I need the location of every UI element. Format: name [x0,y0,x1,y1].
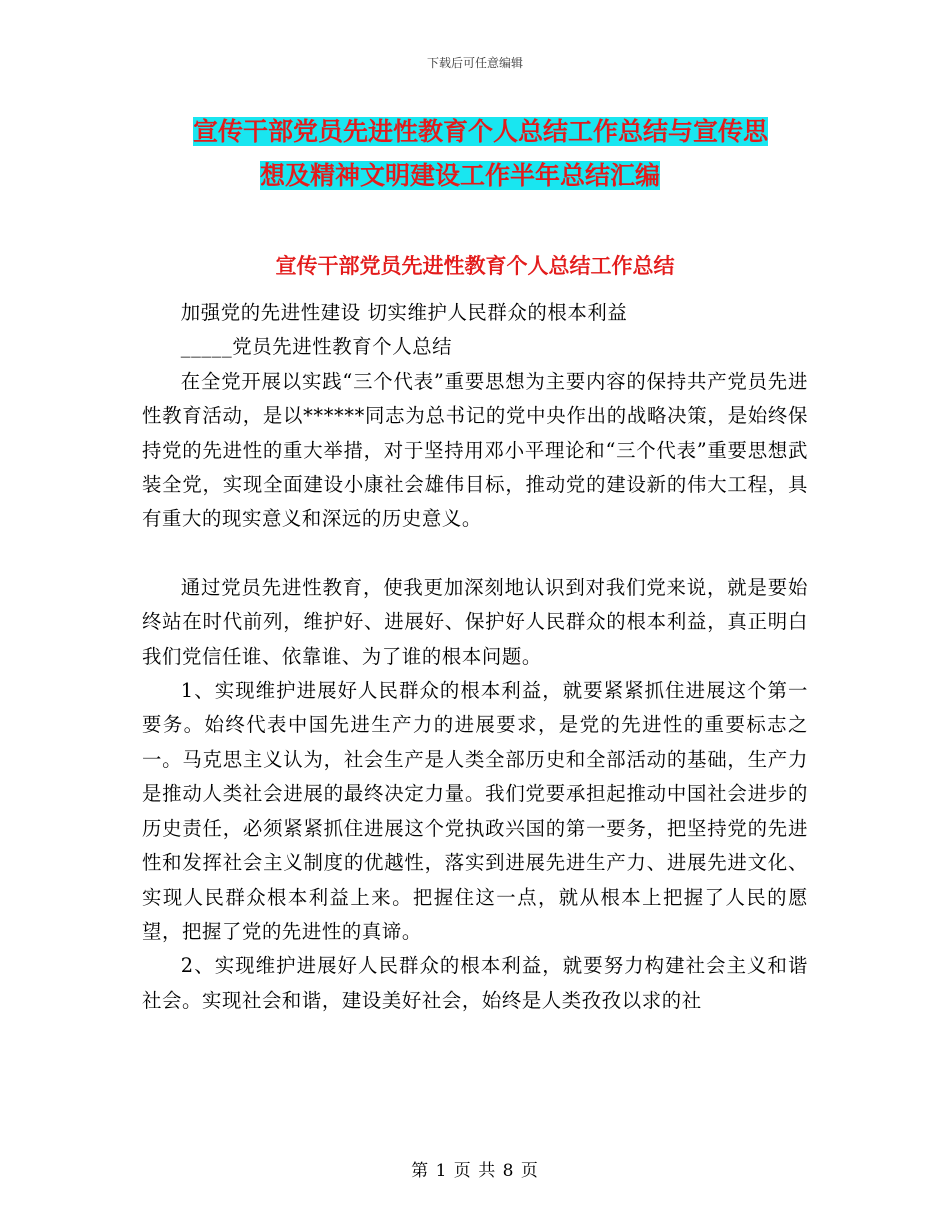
main-title-line-1: 宣传干部党员先进性教育个人总结工作总结与宣传思 [193,117,769,146]
main-title [193,110,813,198]
paragraph: 加强党的先进性建设 切实维护人民群众的根本利益 [180,301,628,324]
paragraph: 2、实现维护进展好人民群众的根本利益，就要努力构建社会主义和谐社会。实现社会和谐，建设美好社会，始终是人类孜孜以求的社 [142,954,808,1012]
page-footer: 第 1 页 共 8 页 [411,1161,539,1181]
paragraph: _____党员先进性教育个人总结 [180,335,453,359]
document-body [142,296,808,1018]
main-title-line-2: 想及精神文明建设工作半年总结汇编 [260,161,661,190]
header-note: 下载后可任意编辑 [426,56,523,70]
paragraph: 通过党员先进性教育，使我更加深刻地认识到对我们党来说，就是要始终站在时代前列，维护好、进展好、保护好人民群众的根本利益，真正明白我们党信任谁、依靠谁、为了谁的根本问题。 [142,575,808,668]
section-title: 宣传干部党员先进性教育个人总结工作总结 [275,254,675,278]
paragraph: 1、实现维护进展好人民群众的根本利益，就要紧紧抓住进展这个第一要务。始终代表中国先进生产力的进展要求，是党的先进性的重要标志之一。马克思主义认为，社会生产是人类全部历史和全部活动的基础，生产力是推动人类社会进展的最终决定力量。我们党要承担起推动中国社会进步的历史责任，必须紧紧抓住进展这个党执政兴国的第一要务，把坚持党的先进性和发挥社会主义制度的优越性，落实到进展先进生产力、进展先进文化、实现人民群众根本利益上来。把握住这一点，就从根本上把握了人民的愿望，把握了党的先进性的真谛。 [142,679,808,943]
paragraph: 在全党开展以实践“三个代表”重要思想为主要内容的保持共产党员先进性教育活动，是以******同志为总书记的党中央作出的战略决策，是始终保持党的先进性的重大举措，对于坚持用邓小平理论和“三个代表”重要思想武装全党，实现全面建设小康社会雄伟目标，推动党的建设新的伟大工程，具有重大的现实意义和深远的历史意义。 [142,369,808,531]
